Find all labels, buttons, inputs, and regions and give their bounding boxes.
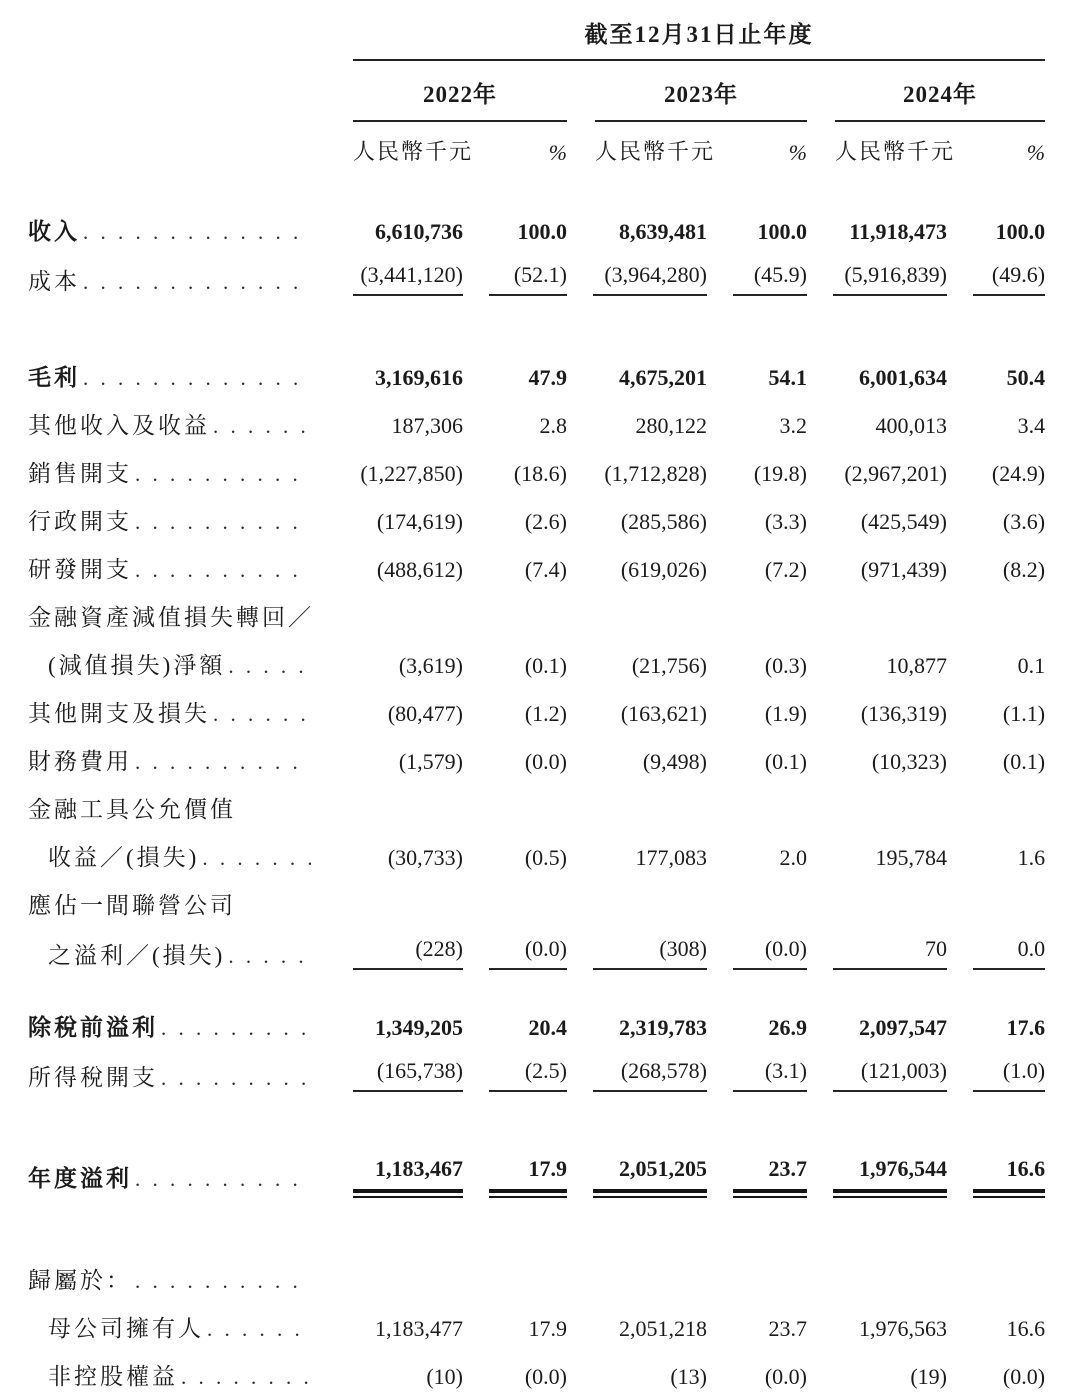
value-cell: (1,579) [398,749,463,774]
value-cell: (21,756) [631,653,707,678]
unit-header-row [28,122,1045,166]
value-cell: (2,967,201) [844,461,947,486]
value-cell: 6,001,634 [859,365,947,390]
row-selling-expenses [28,448,1045,496]
percent-cell: 0.0 [973,935,1045,970]
value-cell: (488,612) [376,557,463,582]
value-cell: 400,013 [875,413,947,438]
value-cell: 1,976,563 [859,1316,947,1341]
percent-cell: 17.9 [528,1316,567,1341]
row-label: (減值損失)淨額 [48,653,226,678]
dot-leader [135,462,311,487]
value-cell: (3,619) [398,653,463,678]
value-cell: 187,306 [391,413,463,438]
percent-cell: (0.0) [524,749,567,774]
percent-cell: (0.0) [524,1364,567,1389]
percent-cell: (7.2) [764,557,807,582]
value-cell: 4,675,201 [619,365,707,390]
unit-label-2022: 人民幣千元 [353,139,474,164]
row-other-income [28,400,1045,448]
dot-leader [135,1167,311,1192]
value-cell: (1,227,850) [360,461,463,486]
percent-cell: (3.6) [1002,509,1046,534]
percent-cell: 3.2 [779,413,807,438]
row-label: 財務費用 [28,749,132,774]
percent-cell: (49.6) [973,261,1045,296]
row-non-controlling-interests [28,1351,1045,1399]
dot-leader [135,750,311,775]
row-income-tax-expense [28,1050,1045,1100]
row-label: 行政開支 [28,509,132,534]
value-cell: (425,549) [860,509,947,534]
value-cell: (308) [593,935,707,970]
row-label: 毛利 [28,365,80,390]
value-cell: 2,097,547 [859,1015,947,1040]
dot-leader [181,1365,311,1390]
row-fair-value-gain-loss [28,832,1045,880]
percent-label-2022: % [548,140,567,165]
row-label: 其他開支及損失 [28,701,210,726]
percent-cell: 100.0 [757,219,807,244]
percent-cell: (45.9) [733,261,807,296]
percent-cell: (52.1) [489,261,567,296]
value-cell: 11,918,473 [849,219,947,244]
percent-cell: (1.9) [764,701,807,726]
row-profit-before-tax [28,1002,1045,1050]
percent-cell: (0.5) [524,845,567,870]
percent-cell: (3.1) [733,1057,807,1092]
percent-cell: (0.0) [1002,1364,1046,1389]
value-cell: (9,498) [642,749,707,774]
percent-cell: 23.7 [768,1316,807,1341]
percent-cell: 3.4 [1017,413,1046,438]
percent-cell: (0.0) [733,935,807,970]
row-label: 非控股權益 [48,1364,178,1389]
period-header: 截至12月31日止年度 [353,16,1045,60]
value-cell: 177,083 [635,845,707,870]
row-label: 年度溢利 [28,1166,132,1191]
row-profit-for-year [28,1148,1045,1201]
row-label: 應佔一間聯營公司 [28,893,236,918]
income-statement-table [28,16,1045,1399]
row-other-expenses-losses [28,688,1045,736]
period-header-row [28,16,1045,60]
value-cell: (13) [670,1364,707,1389]
percent-cell: 16.6 [973,1155,1045,1193]
percent-cell: 100.0 [517,219,567,244]
percent-cell: 100.0 [995,219,1046,244]
row-associate-label [28,880,1045,928]
value-cell: (3,441,120) [353,261,463,296]
dot-leader [135,558,311,583]
value-cell: (30,733) [387,845,463,870]
dot-leader [213,702,311,727]
value-cell: (3,964,280) [593,261,707,296]
percent-cell: 47.9 [528,365,567,390]
percent-cell: (24.9) [991,461,1046,486]
row-label: 收益／(損失) [48,845,200,870]
percent-cell: 17.6 [1006,1015,1046,1040]
value-cell: 2,051,218 [619,1316,707,1341]
dot-leader [161,1016,311,1041]
value-cell: (121,003) [833,1057,947,1092]
row-label: 收入 [28,219,80,244]
row-label: 金融工具公允價值 [28,797,236,822]
percent-cell: (7.4) [524,557,567,582]
row-label: 研發開支 [28,557,132,582]
percent-cell: (0.0) [489,935,567,970]
percent-cell: (0.0) [764,1364,807,1389]
year-2023-header: 2023年 [595,61,807,122]
percent-cell: 26.9 [768,1015,807,1040]
value-cell: 2,319,783 [619,1015,707,1040]
row-gross-profit [28,352,1045,400]
percent-cell: (2.6) [524,509,567,534]
value-cell: 2,051,205 [593,1155,707,1193]
value-cell: 3,169,616 [375,365,463,390]
row-label: 所得稅開支 [28,1065,158,1090]
dot-leader [135,510,311,535]
dot-leader [135,1269,311,1294]
row-fair-value-label [28,784,1045,832]
dot-leader [83,270,311,295]
percent-label-2024: % [1026,140,1046,165]
row-rd-expenses [28,544,1045,592]
percent-cell: 20.4 [528,1015,567,1040]
unit-label-2024: 人民幣千元 [835,139,956,164]
dot-leader [161,1066,311,1091]
value-cell: (268,578) [593,1057,707,1092]
row-impairment-label [28,592,1045,640]
value-cell: (1,712,828) [604,461,707,486]
percent-cell: (19.8) [753,461,807,486]
value-cell: 1,976,544 [833,1155,947,1193]
percent-cell: 17.9 [489,1155,567,1193]
percent-cell: 2.0 [779,845,807,870]
percent-cell: 0.1 [1017,653,1046,678]
percent-cell: (0.1) [764,749,807,774]
row-label: 歸屬於： [28,1268,132,1293]
dot-leader [228,944,311,969]
value-cell: 195,784 [875,845,947,870]
row-label: 之溢利／(損失) [48,943,226,968]
row-label: 金融資產減值損失轉回／ [28,605,314,630]
row-owners-of-parent [28,1303,1045,1351]
percent-cell: 1.6 [1017,845,1046,870]
value-cell: (971,439) [860,557,947,582]
value-cell: (136,319) [860,701,947,726]
dot-leader [213,414,311,439]
year-header-row [28,60,1045,122]
value-cell: 8,639,481 [619,219,707,244]
value-cell: (228) [353,935,463,970]
percent-cell: (1.1) [1002,701,1046,726]
value-cell: (174,619) [376,509,463,534]
value-cell: 6,610,736 [375,219,463,244]
value-cell: (10,323) [871,749,947,774]
dot-leader [83,220,311,245]
year-2022-header: 2022年 [353,61,567,122]
dot-leader [202,846,311,871]
percent-cell: (1.0) [973,1057,1045,1092]
percent-cell: (1.2) [524,701,567,726]
row-label: 其他收入及收益 [28,413,210,438]
row-impairment-net [28,640,1045,688]
value-cell: (163,621) [620,701,707,726]
value-cell: (10) [426,1364,463,1389]
row-label: 除稅前溢利 [28,1015,158,1040]
dot-leader [207,1317,311,1342]
row-admin-expenses [28,496,1045,544]
value-cell: (80,477) [387,701,463,726]
percent-cell: 2.8 [539,413,567,438]
percent-cell: (3.3) [764,509,807,534]
row-label: 母公司擁有人 [48,1316,204,1341]
percent-cell: 50.4 [1006,365,1046,390]
unit-label-2023: 人民幣千元 [595,139,716,164]
value-cell: (165,738) [353,1057,463,1092]
percent-label-2023: % [788,140,807,165]
percent-cell: 16.6 [1006,1316,1046,1341]
value-cell: (619,026) [620,557,707,582]
row-cost [28,254,1045,304]
percent-cell: 54.1 [768,365,807,390]
dot-leader [228,654,311,679]
percent-cell: (0.3) [764,653,807,678]
percent-cell: (0.1) [524,653,567,678]
row-label: 銷售開支 [28,461,132,486]
value-cell: 1,349,205 [375,1015,463,1040]
percent-cell: 23.7 [733,1155,807,1193]
percent-cell: (0.1) [1002,749,1046,774]
percent-cell: (18.6) [513,461,567,486]
row-finance-costs [28,736,1045,784]
row-attributable-to [28,1255,1045,1303]
value-cell: (285,586) [620,509,707,534]
dot-leader [83,366,311,391]
value-cell: 1,183,477 [375,1316,463,1341]
percent-cell: (8.2) [1002,557,1046,582]
value-cell: 10,877 [886,653,947,678]
value-cell: 280,122 [635,413,707,438]
value-cell: (19) [910,1364,947,1389]
value-cell: 70 [833,935,947,970]
percent-cell: (2.5) [489,1057,567,1092]
row-label: 成本 [28,269,80,294]
year-2024-header: 2024年 [835,61,1045,122]
row-associate-profit-loss [28,928,1045,978]
value-cell: 1,183,467 [353,1155,463,1193]
row-revenue [28,206,1045,254]
value-cell: (5,916,839) [833,261,947,296]
